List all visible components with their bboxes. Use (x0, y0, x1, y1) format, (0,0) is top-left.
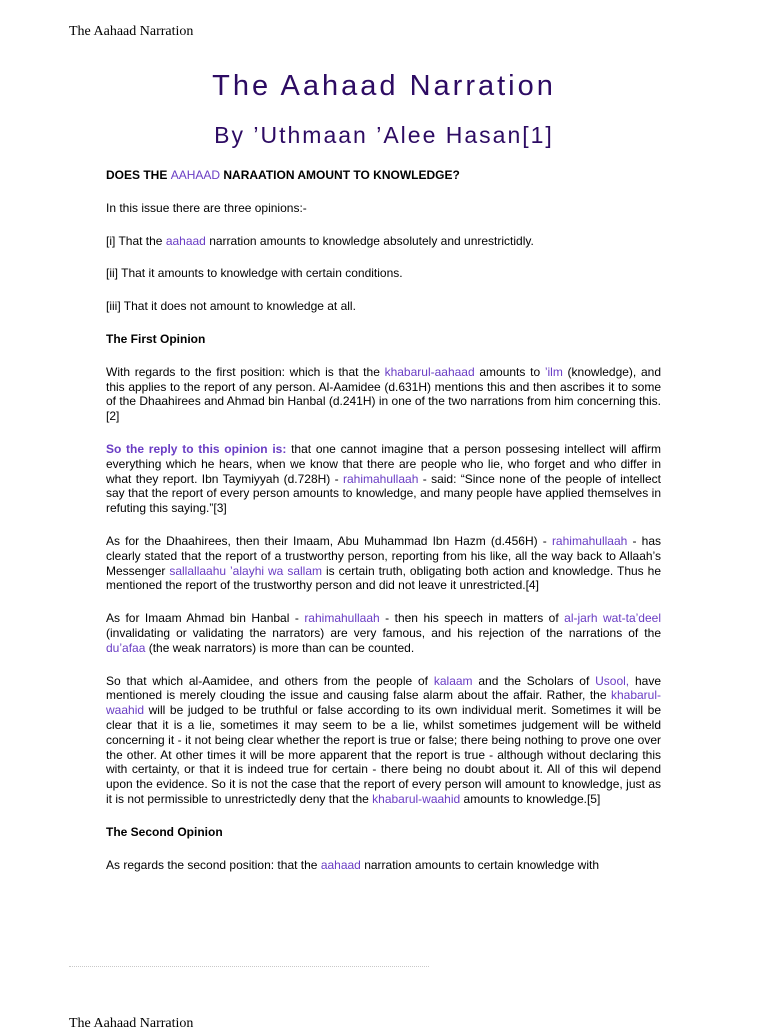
dhaahirees-paragraph: As for the Dhaahirees, then their Imaam, Abu Muhammad Ibn Hazm (d.456H) - rahimahullaah - has clearly stated that the report of a trustworthy person, reporting from his like, all the way back to Allaah’s Messenger sallallaahu ’alayhi wa sallam is certain truth, obligating both action and knowledge. Thus he mentioned the report of the trustworthy person and did not leave it unrestricted.[4] (106, 533, 661, 593)
document-body (106, 168, 661, 890)
intro-paragraph: In this issue there are three opinions:- (106, 200, 307, 215)
term-ilm: ’ilm (544, 364, 563, 379)
reply-paragraph: So the reply to this opinion is: that one cannot imagine that a person possesing intellect will affirm everything which he hears, when we know that there are people who lie, who forget and who differ in what they report. Ibn Taymiyyah (d.728H) - rahimahullaah - said: “Since none of the people of intellect say that the report of every person amounts to knowledge, and many people have applied themselves in refuting this saying.”[3] (106, 441, 661, 516)
page-break-divider (69, 966, 429, 971)
aamidee-paragraph: So that which al-Aamidee, and others from the people of kalaam and the Scholars of Usool, have mentioned is merely clouding the issue and causing false alarm about the affair. Rather, the khabarul-waahid will be judged to be truthful or false according to its own individual merit. Sometimes it will be clear that it is a lie, sometimes it may seem to be a lie, whilst sometimes judgement will be witheld concerning it - it not being clear whether the report is true or false; there being nothing to prove one over the other. At other times it will be more apparent that the report is true - although without declaring this with certainty, or that it is indeed true for certain - there being no doubt about it. All of this wil depend upon the evidence. So it is not the case that the report of every person will amount to knowledge, just as it is not permissible to unrestrictedly deny that the khabarul-waahid amounts to knowledge.[5] (106, 673, 661, 806)
term-rahimahullaah: rahimahullaah (551, 533, 628, 548)
term-usool: Usool, (595, 673, 630, 688)
term-khabarul-aahaad: khabarul-aahaad (384, 364, 475, 379)
term-duafaa: du’afaa (106, 640, 146, 655)
running-footer: The Aahaad Narration (69, 1016, 194, 1031)
term-kalaam: kalaam (433, 673, 473, 688)
term-aahaad: AAHAAD (170, 168, 221, 182)
ahmad-paragraph: As for Imaam Ahmad bin Hanbal - rahimahullaah - then his speech in matters of al-jarh wat-ta’deel (invalidating or validating the narrators) are very famous, and his rejection of the narrations of the du’afaa (the weak narrators) is more than can be counted. (106, 611, 661, 655)
term-sallallaahu: sallallaahu ’alayhi wa sallam (169, 563, 322, 578)
term-khabarul-waahid: khabarul-waahid (372, 791, 461, 806)
opinion-3-line: [iii] That it does not amount to knowledge at all. (106, 299, 356, 314)
reply-lead: So the reply to this opinion is: (106, 441, 287, 456)
second-opinion-heading: The Second Opinion (106, 824, 223, 839)
term-al-jarh: al-jarh wat-ta’deel (564, 611, 661, 626)
running-header: The Aahaad Narration (69, 24, 194, 39)
term-rahimahullaah: rahimahullaah (342, 471, 419, 486)
first-opinion-heading: The First Opinion (106, 331, 206, 346)
term-rahimahullaah: rahimahullaah (304, 611, 380, 626)
term-aahaad: aahaad (320, 857, 361, 872)
second-opinion-paragraph: As regards the second position: that the aahaad narration amounts to certain knowledge with (106, 857, 599, 872)
term-aahaad: aahaad (165, 233, 206, 248)
section-heading-question: DOES THE AAHAAD NARAATION AMOUNT TO KNOWLEDGE? (106, 168, 460, 182)
term-khabarul-waahid: khabarul-waahid (106, 688, 661, 718)
document-subtitle: By ’Uthmaan ’Alee Hasan[1] (214, 122, 554, 148)
opinion-2-line: [ii] That it amounts to knowledge with certain conditions. (106, 266, 403, 281)
document-title: The Aahaad Narration (212, 70, 556, 102)
opinion-1-line: [i] That the aahaad narration amounts to knowledge absolutely and unrestrictidly. (106, 233, 534, 248)
first-opinion-paragraph: With regards to the first position: which is that the khabarul-aahaad amounts to ’ilm (knowledge), and this applies to the report of any person. Al-Aamidee (d.631H) mentions this and then ascribes it to some of the Dhaahirees and Ahmad bin Hanbal (d.241H) in one of the two narrations from him concerning this.[2] (106, 364, 661, 424)
